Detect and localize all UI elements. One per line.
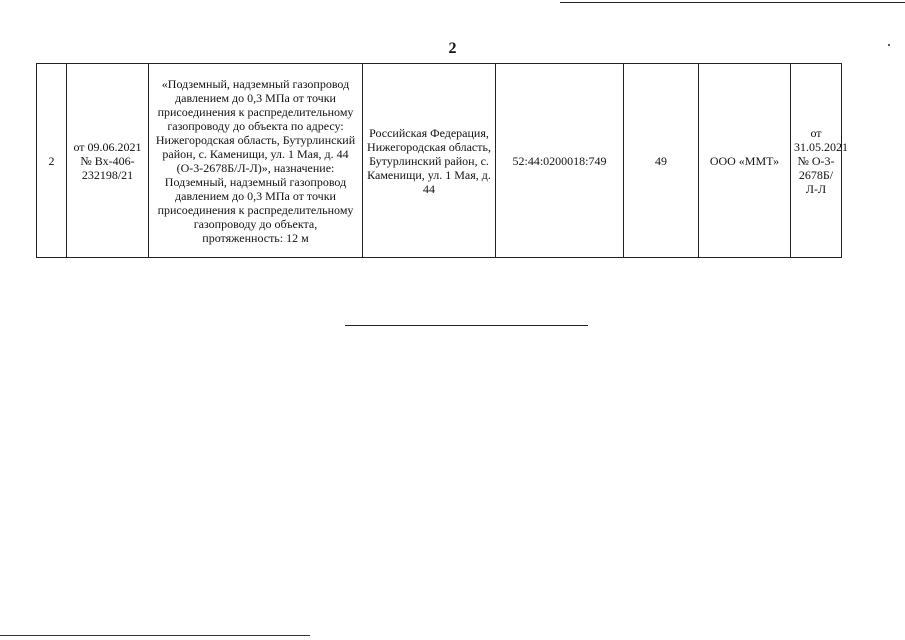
object-description-cell: «Подземный, надземный газопровод давлением до 0,3 МПа от точки присоединения к распределительному газопроводу до объекта по адресу: Нижегородская область, Бутурлинский район, с. Каменищи, ул. 1 Мая, д. 44 (О-3-2678Б/Л-Л)», назначение: Подземный, надземный газопровод давлением до 0,3 МПа от точки присоединения к распределительному газопроводу до объекта, протяженность: 12 м [149,64,363,258]
document-cell: от 31.05.2021 № О-3-2678Б/Л-Л [791,64,842,258]
scan-speck [888,44,890,46]
top-rule [560,2,905,3]
applicant-cell: ООО «ММТ» [699,64,791,258]
row-number-cell: 2 [37,64,67,258]
table-row [37,64,842,258]
bottom-rule [0,635,310,636]
request-cell: от 09.06.2021 № Вх-406-232198/21 [67,64,149,258]
address-cell: Российская Федерация, Нижегородская область, Бутурлинский район, с. Каменищи, ул. 1 Мая, д. 44 [363,64,496,258]
record-table [36,63,848,258]
separator-rule [345,325,588,326]
page-number: 2 [448,40,457,57]
area-cell: 49 [624,64,699,258]
cadastral-number-cell: 52:44:0200018:749 [496,64,624,258]
